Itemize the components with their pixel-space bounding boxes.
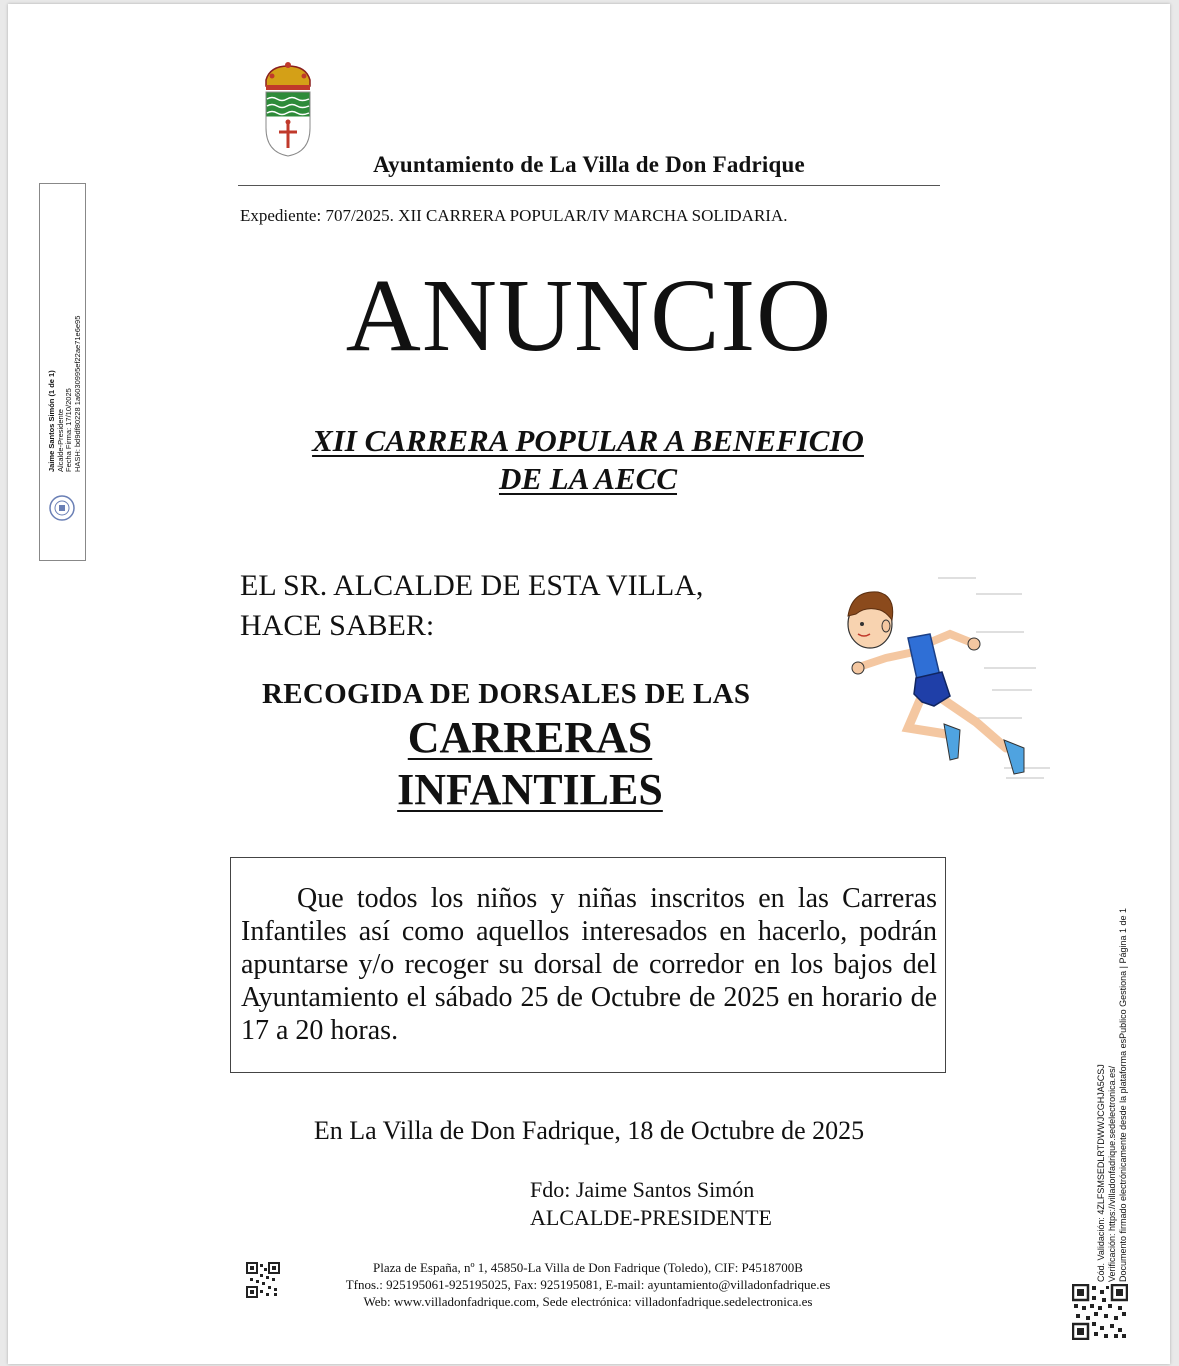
signature-stamp-text (44, 106, 91, 484)
heading-line-1: RECOGIDA DE DORSALES DE LAS (262, 678, 751, 710)
seal-icon (48, 494, 76, 522)
footer-phones: Tfnos.: 925195061-925195025, Fax: 925195081, E-mail: ayuntamiento@villadonfadrique.es (345, 1277, 831, 1292)
signature-block (530, 1176, 772, 1232)
date-line: En La Villa de Don Fadrique, 18 de Octubre de 2025 (313, 1116, 865, 1145)
heading-line-3: INFANTILES (397, 765, 663, 814)
validation-url: Verificación: https://villadonfadrique.sedelectronica.es/ (1107, 1065, 1117, 1282)
running-child-illustration (826, 572, 1056, 788)
stamp-hash: HASH: bd9df80228 1a6030995ef22ae71e6e95 (72, 315, 82, 472)
case-file-reference: Expediente: 707/2025. XII CARRERA POPULAR/IV MARCHA SOLIDARIA. (240, 206, 788, 225)
validation-code: Cód. Validación: 4ZLFSMSEDLRTDWWJCGHJA5CSJ (1096, 1064, 1106, 1282)
electronic-signature-stamp (39, 183, 86, 561)
stamp-date: Fecha Firma: 17/10/2025 (64, 388, 73, 472)
validation-platform: Documento firmado electrónicamente desde la plataforma esPublico Gestiona | Página 1 de 1 (1118, 907, 1128, 1282)
stamp-signer: Jaime Santos Simón (1 de 1) (47, 370, 56, 472)
heading-main (370, 712, 690, 816)
validation-qr-code-icon[interactable] (1072, 1284, 1128, 1340)
page-title: ANUNCIO (345, 258, 833, 373)
announcement-body: Que todos los niños y niñas inscritos en las Carreras Infantiles así como aquellos interesados en hacerlo, podrán apuntarse y/o recoger su dorsal de corredor en los bajos del Ayuntamiento el sábado 25 de Octubre de 2025 en horario de 17 a 20 horas. (241, 883, 937, 1046)
footer-web: Web: www.villadonfadrique.com, Sede electrónica: villadonfadrique.sedelectronica.es (363, 1294, 813, 1309)
signatory-name: Fdo: Jaime Santos Simón (530, 1177, 755, 1202)
mayor-intro (240, 566, 703, 646)
heading-line-2: CARRERAS (407, 713, 653, 762)
subtitle-line-1: XII CARRERA POPULAR A BENEFICIO (312, 423, 864, 458)
announcement-box (230, 857, 946, 1073)
document-page (8, 4, 1170, 1364)
footer-address: Plaza de España, nº 1, 45850-La Villa de Don Fadrique (Toledo), CIF: P4518700B (373, 1260, 803, 1275)
intro-line-2: HACE SABER: (240, 609, 435, 642)
event-subtitle (198, 422, 978, 498)
header-divider (238, 185, 940, 186)
footer-contact (308, 1259, 868, 1310)
signatory-position: ALCALDE-PRESIDENTE (530, 1205, 772, 1230)
validation-text (1096, 870, 1152, 1282)
organization-name: Ayuntamiento de La Villa de Don Fadrique (373, 152, 805, 177)
stamp-role: Alcalde-Presidente (55, 409, 65, 472)
qr-code-icon[interactable] (246, 1262, 280, 1298)
subtitle-line-2: DE LA AECC (498, 461, 678, 496)
intro-line-1: EL SR. ALCALDE DE ESTA VILLA, (240, 569, 704, 602)
validation-info (1092, 870, 1148, 1282)
coat-of-arms-icon (258, 62, 318, 158)
